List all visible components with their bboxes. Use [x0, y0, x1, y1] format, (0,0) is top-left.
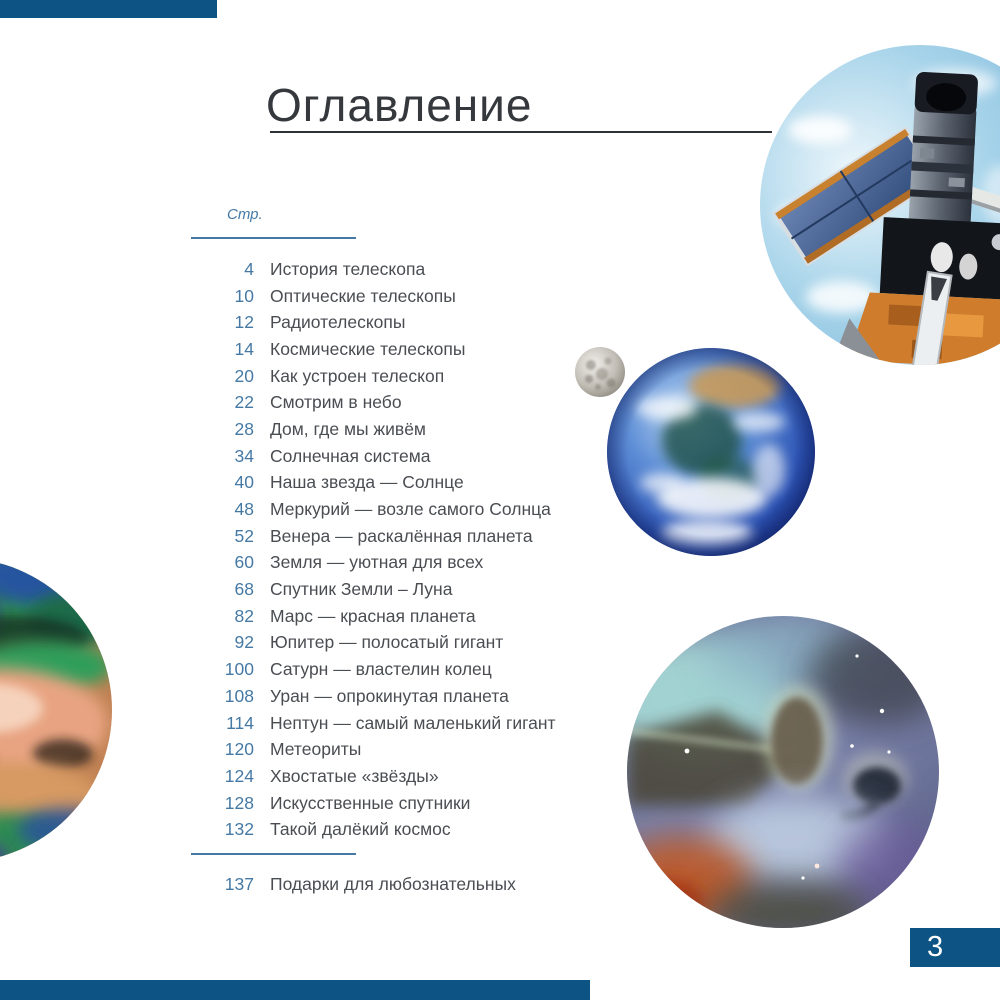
toc-row: [190, 283, 620, 310]
toc-page-number: 10: [234, 285, 254, 306]
toc-page-number: 40: [234, 472, 254, 493]
earth-photo: [607, 348, 815, 556]
toc-row: [190, 656, 620, 683]
toc-page-number: 92: [234, 632, 254, 653]
toc-row: [190, 763, 620, 790]
toc-entry-title: Смотрим в небо: [270, 392, 402, 413]
toc-entry-title: Наша звезда — Солнце: [270, 472, 464, 493]
toc-page-number: 124: [224, 765, 254, 786]
toc-entry-title: Земля — уютная для всех: [270, 552, 484, 573]
toc-entry-title: Радиотелескопы: [270, 312, 406, 333]
toc-page-number: 20: [234, 365, 254, 386]
toc-entry-title: Меркурий — возле самого Солнца: [270, 499, 551, 520]
hubble-telescope-photo: [760, 45, 1000, 365]
toc-page-number: 137: [224, 873, 254, 894]
toc-entry-title: Уран — опрокинутая планета: [270, 685, 509, 706]
title-rule: [270, 131, 772, 133]
toc-entry-title: Подарки для любознательных: [270, 873, 516, 894]
toc-row: [190, 416, 620, 443]
toc-entry-title: Дом, где мы живём: [270, 418, 426, 439]
toc-row: [190, 710, 620, 737]
toc-page-number: 22: [234, 392, 254, 413]
toc-page-number: 60: [234, 552, 254, 573]
toc-page-number: 12: [234, 312, 254, 333]
appendix-separator-rule: [191, 853, 356, 855]
toc-page-number: 100: [224, 659, 254, 680]
toc-entry-title: Сатурн — властелин колец: [270, 659, 492, 680]
toc-entry-title: История телескопа: [270, 258, 426, 279]
toc-appendix-row: [190, 871, 620, 898]
toc-page-number: 68: [234, 579, 254, 600]
toc-row: [190, 496, 620, 523]
toc-row: [190, 363, 620, 390]
toc-page-number: 14: [234, 338, 254, 359]
toc-entry-title: Спутник Земли – Луна: [270, 579, 453, 600]
toc-row: [190, 736, 620, 763]
toc-row: [190, 576, 620, 603]
toc-entry-title: Хвостатые «звёзды»: [270, 765, 439, 786]
toc-list: [190, 256, 620, 843]
toc-entry-title: Нептун — самый маленький гигант: [270, 712, 556, 733]
toc-row: [190, 470, 620, 497]
toc-page-number: 28: [234, 418, 254, 439]
toc-page-number: 128: [224, 792, 254, 813]
toc-row: [190, 683, 620, 710]
toc-page-number: 108: [224, 685, 254, 706]
toc-row: [190, 443, 620, 470]
carina-nebula-photo: [627, 616, 939, 928]
toc-page-number: 48: [234, 499, 254, 520]
toc-row: [190, 256, 620, 283]
toc-page-number: 4: [244, 258, 254, 279]
toc-entry-title: Космические телескопы: [270, 338, 466, 359]
toc-page-number: 82: [234, 605, 254, 626]
toc-row: [190, 523, 620, 550]
toc-row: [190, 790, 620, 817]
top-left-accent-bar: [0, 0, 217, 18]
toc-row: [190, 816, 620, 843]
toc-row: [190, 603, 620, 630]
page-title: Оглавление: [266, 79, 533, 131]
toc-row: [190, 630, 620, 657]
toc-page-number: 52: [234, 525, 254, 546]
toc-entry-title: Оптические телескопы: [270, 285, 456, 306]
toc-entry-title: Искусственные спутники: [270, 792, 471, 813]
toc-page-number: 132: [224, 819, 254, 840]
toc-entry-title: Юпитер — полосатый гигант: [270, 632, 504, 653]
toc-row: [190, 550, 620, 577]
toc-entry-title: Метеориты: [270, 739, 362, 760]
toc-entry-title: Как устроен телескоп: [270, 365, 445, 386]
venus-radar-map-photo: [0, 558, 112, 862]
column-header-rule: [191, 237, 356, 239]
toc-entry-title: Марс — красная планета: [270, 605, 476, 626]
page-column-header: Стр.: [227, 206, 263, 223]
toc-page-number: 120: [224, 739, 254, 760]
toc-row: [190, 389, 620, 416]
page-number: 3: [927, 931, 944, 963]
moon-photo: [575, 347, 625, 397]
toc-row: [190, 336, 620, 363]
toc-page-number: 34: [234, 445, 254, 466]
toc-entry-title: Такой далёкий космос: [270, 819, 451, 840]
toc-entry-title: Солнечная система: [270, 445, 431, 466]
toc-row: [190, 309, 620, 336]
bottom-accent-bar: [0, 980, 590, 1000]
toc-page-number: 114: [226, 712, 254, 733]
toc-entry-title: Венера — раскалённая планета: [270, 525, 533, 546]
page-number-box: [910, 928, 1000, 967]
